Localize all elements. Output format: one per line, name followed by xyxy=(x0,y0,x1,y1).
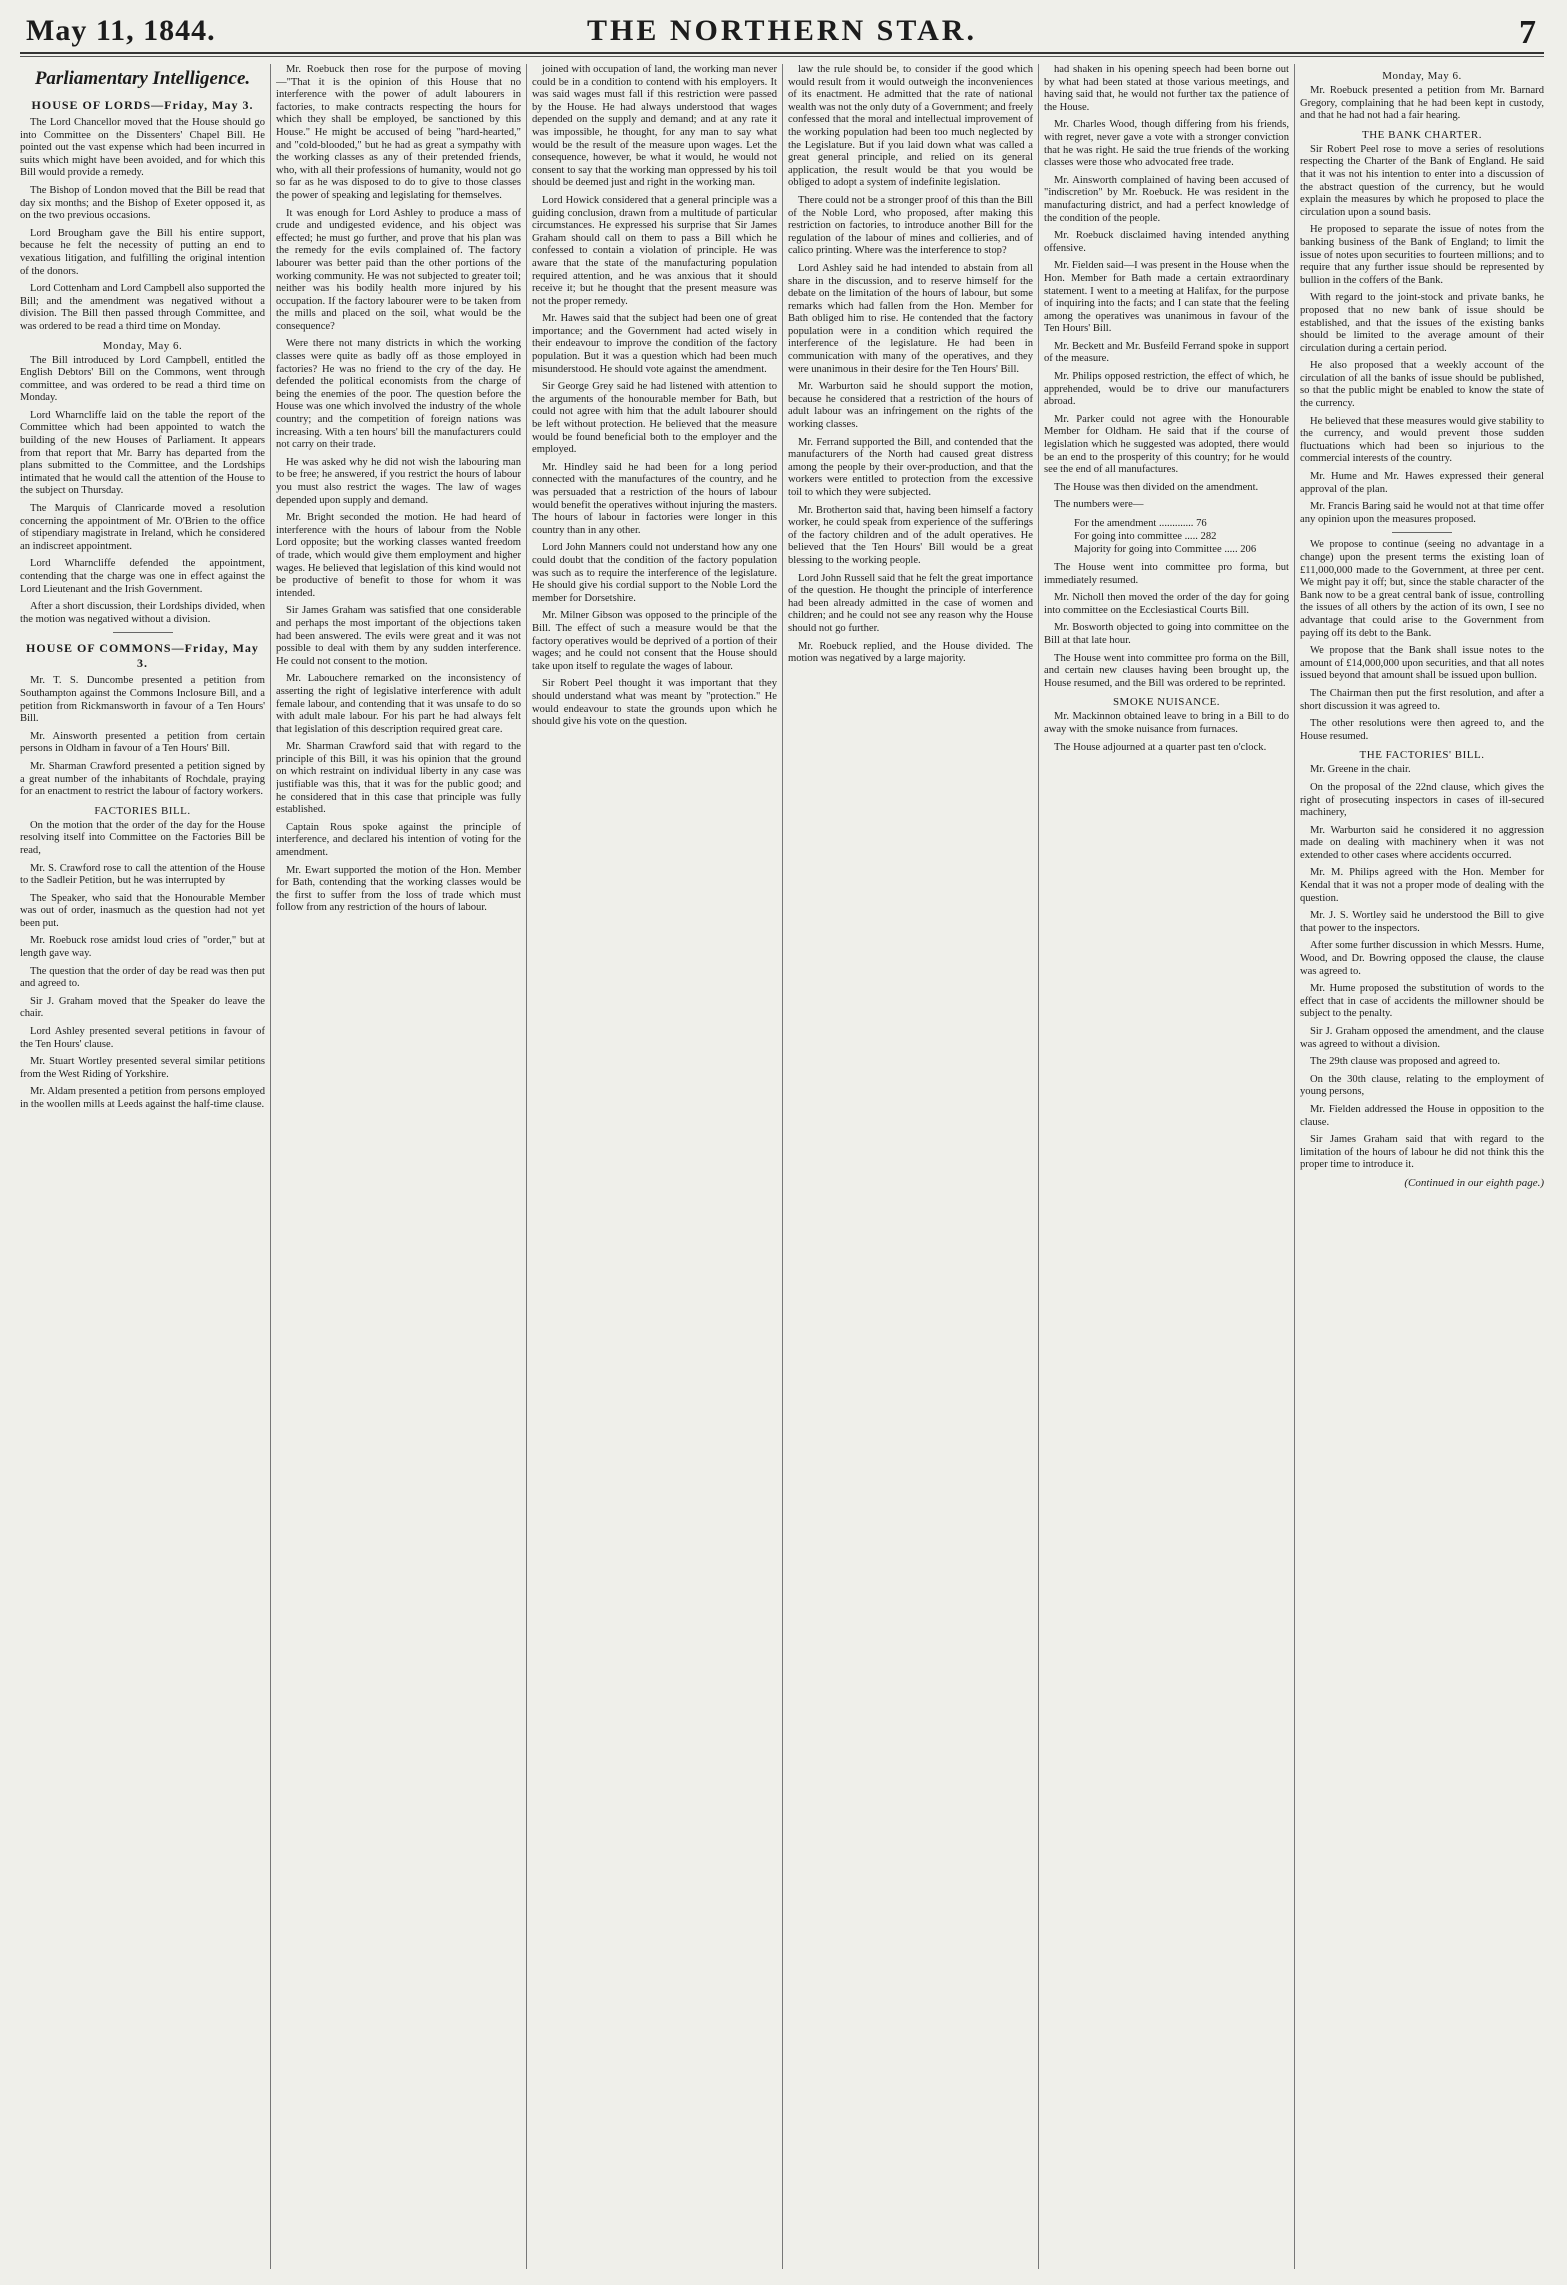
column-4 xyxy=(788,64,1033,2269)
paragraph: Sir Robert Peel thought it was important that they should understand what was meant by "protection." He would endeavour to state the grounds upon which he should give his vote on the question. xyxy=(532,678,777,728)
column-rule xyxy=(1038,64,1039,2269)
paragraph: We propose to continue (seeing no advantage in a change) upon the present terms the existing loan of £11,000,000 made to the Government, at three per cent. We might pay it off; but, since the stable character of the Bank now to be a great central bank of issue, controlling the issues of all others by the action of its own, I see no advantage that could arise to the Government from paying off its debt to the Bank. xyxy=(1300,539,1544,639)
paragraph: Sir J. Graham opposed the amendment, and the clause was agreed to without a division. xyxy=(1300,1026,1544,1050)
paragraph: Sir J. Graham moved that the Speaker do leave the chair. xyxy=(20,995,265,1020)
paragraph: The House was then divided on the amendment. xyxy=(1054,481,1259,493)
paragraph: The question that the order of day be read was then put and agreed to. xyxy=(20,965,265,990)
column-3 xyxy=(532,64,777,2269)
paragraph: Mr. Sharman Crawford said that with regard to the principle of this Bill, it was his opinion that the ground on which restraint on individual liberty in any case was justifiable was this, that it was for the public good; and he considered that in this case that principle was fully established. xyxy=(276,741,521,816)
paragraph: On the 30th clause, relating to the employment of young persons, xyxy=(1300,1073,1544,1098)
date-heading: Monday, May 6. xyxy=(1382,70,1462,82)
paragraph: Mr. Francis Baring said he would not at that time offer any opinion upon the measures proposed. xyxy=(1300,501,1544,525)
paragraph: Mr. Stuart Wortley presented several similar petitions from the West Riding of Yorkshire. xyxy=(20,1056,265,1080)
paragraph: Mr. Ainsworth presented a petition from certain persons in Oldham in favour of a Ten Hours' Bill. xyxy=(20,730,265,755)
paragraph: Mr. Ewart supported the motion of the Hon. Member for Bath, contending that the working classes would be the first to suffer from the loss of trade which must follow from any restriction of the hours of labour. xyxy=(276,864,521,914)
paragraph: The Chairman then put the first resolution, and after a short discussion it was agreed to. xyxy=(1300,687,1544,712)
paragraph: Mr. M. Philips agreed with the Hon. Member for Kendal that it was not a proper mode of dealing with the question. xyxy=(1300,867,1544,904)
paragraph: He believed that these measures would give stability to the currency, and would prevent those sudden fluctuations which had been so injurious to the commercial interests of the country. xyxy=(1300,415,1544,465)
paragraph: After some further discussion in which Messrs. Hume, Wood, and Dr. Bowring opposed the clause, the clause was agreed to. xyxy=(1300,940,1544,977)
continued-note: (Continued in our eighth page.) xyxy=(1404,1176,1544,1189)
paragraph: Mr. Hawes said that the subject had been one of great importance; and the Government had acted wisely in their endeavour to improve the condition of the factory population. But it was a question which had been much misunderstood. He should vote against the amendment. xyxy=(532,313,777,375)
newspaper-title: THE NORTHERN STAR. xyxy=(587,14,977,47)
divider xyxy=(113,632,173,633)
subsection-heading: THE BANK CHARTER. xyxy=(1362,128,1482,141)
paragraph: Sir Robert Peel rose to move a series of resolutions respecting the Charter of the Bank of England. He said that it was not his intention to enter into a discussion of the abstract question of the currency, but he would explain the measures by which he proposed to place the circulation upon a sound basis. xyxy=(1300,143,1544,218)
paragraph: Mr. Aldam presented a petition from persons employed in the woollen mills at Leeds against the half-time clause. xyxy=(20,1086,265,1110)
paragraph: On the proposal of the 22nd clause, which gives the right of prosecuting inspectors in cases of ill-secured machinery, xyxy=(1300,781,1544,819)
paragraph: Lord John Russell said that he felt the great importance of the question. He thought the principle of interference had been already admitted in the case of women and children; and he could not see any reason why the House should not go further. xyxy=(788,572,1033,634)
paragraph: Mr. Ferrand supported the Bill, and contended that the manufacturers of the North had caused great distress among the people by their over-production, and that the workers were entitled to protection from the excessive toil to which they were subjected. xyxy=(788,436,1033,498)
paragraph: On the motion that the order of the day for the House resolving itself into Committee on the Factories Bill be read, xyxy=(20,819,265,856)
paragraph: Mr. Fielden said—I was present in the House when the Hon. Member for Bath made a certain extraordinary statement. I went to a meeting at Halifax, for the purpose of inquiring into the facts; and I can state that the feeling among the operatives was unanimous in favour of the Ten Hours' Bill. xyxy=(1044,260,1289,335)
paragraph: Mr. J. S. Wortley said he understood the Bill to give that power to the inspectors. xyxy=(1300,910,1544,934)
paragraph: Mr. Philips opposed restriction, the effect of which, he apprehended, would be to drive our manufacturers abroad. xyxy=(1044,371,1289,408)
paragraph: Mr. Fielden addressed the House in opposition to the clause. xyxy=(1300,1103,1544,1128)
paragraph: Mr. Ainsworth complained of having been accused of "indiscretion" by Mr. Roebuck. He was resident in the manufacturing district, and had a perfect knowledge of the condition of the people. xyxy=(1044,174,1289,224)
article-columns xyxy=(20,64,1544,2269)
paragraph: The House went into committee pro forma, but immediately resumed. xyxy=(1044,562,1289,586)
vote-for: For the amendment ............. 76 xyxy=(1074,518,1207,529)
column-rule xyxy=(526,64,527,2269)
subsection-heading: THE FACTORIES' BILL. xyxy=(1359,749,1485,762)
paragraph: joined with occupation of land, the working man never could be in a condition to contend with his employers. It was said wages must fall if this restriction were passed by the House. He had always understood that wages depended on the supply and demand; and at any rate it was impossible, he thought, for any man to say what would be the result of the measure upon wages. Let the consequence, however, be what it would, he would not consent to say that the working man oppressed by his toil should be deemed just and right in the working man. xyxy=(532,64,777,189)
paragraph: Mr. Warburton said he considered it no aggression made on dealing with machinery when it was not extended to other cases where accidents occurred. xyxy=(1300,824,1544,861)
divider xyxy=(1392,532,1452,533)
paragraph: had shaken in his opening speech had been borne out by what had been stated at those various meetings, and having said that, he would not further tax the patience of the House. xyxy=(1044,64,1289,113)
paragraph: Lord Ashley presented several petitions in favour of the Ten Hours' clause. xyxy=(20,1026,265,1050)
paragraph: Sir George Grey said he had listened with attention to the arguments of the honourable member for Bath, but could not agree with him that the adult labourer should be left without protection. He believed that the measure would be found beneficial both to the employer and the employed. xyxy=(532,381,777,456)
paragraph: Lord Brougham gave the Bill his entire support, because he felt the necessity of putting an end to vexatious litigation, and fulfilling the original intention of the donors. xyxy=(20,227,265,277)
paragraph: The Marquis of Clanricarde moved a resolution concerning the appointment of Mr. O'Brien to the office of stipendiary magistrate in Ireland, which he considered an indiscreet appointment. xyxy=(20,503,265,552)
paragraph: Lord John Manners could not understand how any one could doubt that the condition of the factory population was such as to require the interference of the legislature. He should give his cordial support to the Noble Lord the member for Dorsetshire. xyxy=(532,542,777,604)
paragraph: Mr. Parker could not agree with the Honourable Member for Oldham. He said that if the course of legislation which he suggested was adopted, there would be an end to the prosperity of this country; for he would see the end of all manufactures. xyxy=(1044,413,1289,476)
column-rule xyxy=(782,64,783,2269)
paragraph: Mr. Charles Wood, though differing from his friends, with regret, never gave a vote with a stronger conviction that he was right. He said the true friends of the working classes were those who advocated free trade. xyxy=(1044,119,1289,169)
paragraph: Lord Howick considered that a general principle was a guiding conclusion, drawn from a multitude of particular circumstances. He expressed his surprise that Sir James Graham should call on them to pass a Bill which he confessed to contain a violation of principle. He was aware that the state of the manufacturing population required attention, and he was anxious that it should receive it; but he thought that the present measure was not the proper remedy. xyxy=(532,194,777,307)
paragraph: Mr. Bosworth objected to going into committee on the Bill at that late hour. xyxy=(1044,622,1289,646)
masthead xyxy=(20,8,1544,58)
vote-against: For going into committee ..... 282 xyxy=(1074,531,1217,542)
paragraph: He proposed to separate the issue of notes from the banking business of the Bank of England; to limit the issue of notes upon securities to fourteen millions; and to require that any further issue should be represented by bullion in the coffers of the Bank. xyxy=(1300,224,1544,286)
paragraph: With regard to the joint-stock and private banks, he proposed that no new bank of issue should be established, and that the issues of the existing banks should be limited to the average amount of their circulation during a certain period. xyxy=(1300,292,1544,354)
header-rule-thin xyxy=(20,56,1544,57)
vote-majority: Majority for going into Committee ..... 206 xyxy=(1074,544,1257,555)
paragraph: Mr. Hindley said he had been for a long period connected with the manufactures of the country, and he was persuaded that a restriction of the hours of labour would benefit the operatives without injuring the masters. The hours of labour in factories were longer in this country than in any other. xyxy=(532,461,777,536)
paragraph: Lord Wharncliffe defended the appointment, contending that the charge was one in effect against the Lord Lieutenant and the Irish Government. xyxy=(20,558,265,595)
paragraph: Lord Ashley said he had intended to abstain from all share in the discussion, and to reserve himself for the debate on the limitation of the hours of labour, but some remarks which had fallen from the Hon. Member for Bath obliged him to rise. He contended that the factory population were in a condition which required the interference of the legislature. He had been in communication with many of the operatives, and they were unanimous in their desire for the Ten Hours' Bill. xyxy=(788,262,1033,375)
subsection-heading: SMOKE NUISANCE. xyxy=(1112,696,1221,709)
paragraph: The House went into committee pro forma on the Bill, and certain new clauses having been brought up, the House resumed, and the Bill was ordered to be reprinted. xyxy=(1044,652,1289,689)
paragraph: Mr. Warburton said he should support the motion, because he considered that a restriction of the hours of adult labour was an infringement on the rights of the working classes. xyxy=(788,381,1033,431)
paragraph: The Bishop of London moved that the Bill be read that day six months; and the Bishop of Exeter opposed it, as on the two previous occasions. xyxy=(20,184,265,222)
paragraph: We propose that the Bank shall issue notes to the amount of £14,000,000 upon securities, and that all notes issued beyond that amount shall be issued upon bullion. xyxy=(1300,645,1544,682)
column-5 xyxy=(1044,64,1289,2269)
paragraph: Mr. Roebuck disclaimed having intended anything offensive. xyxy=(1044,230,1289,254)
column-6 xyxy=(1300,64,1544,2269)
issue-date: May 11, 1844. xyxy=(26,14,216,47)
paragraph: After a short discussion, their Lordships divided, when the motion was negatived without a division. xyxy=(20,601,265,625)
paragraph: He was asked why he did not wish the labouring man to be free; he answered, if you restrict the hours of labour you must also restrict the wages. The law of wages depended upon supply and demand. xyxy=(276,456,521,506)
paragraph: The Bill introduced by Lord Campbell, entitled the English Debtors' Bill on the Commons, went through committee, and was ordered to be read a third time on Monday. xyxy=(20,354,265,404)
paragraph: Mr. Roebuck presented a petition from Mr. Barnard Gregory, complaining that he had been kept in custody, and that he had not had a fair hearing. xyxy=(1300,85,1544,122)
section-title: Parliamentary Intelligence. xyxy=(34,68,251,89)
paragraph: Mr. Brotherton said that, having been himself a factory worker, he could speak from experience of the sufferings of the factory children and of the adult operatives. He believed that the Ten Hours' Bill would be a great blessing to the working people. xyxy=(788,504,1033,566)
paragraph: Mr. S. Crawford rose to call the attention of the House to the Sadleir Petition, but he was interrupted by xyxy=(20,862,265,887)
paragraph: Mr. Hume proposed the substitution of words to the effect that in case of accidents the millowner should be subject to the penalty. xyxy=(1300,983,1544,1020)
paragraph: There could not be a stronger proof of this than the Bill of the Noble Lord, who proposed, after making this restriction on factories, to introduce another Bill for the regulation of the labour of mines and collieries, and of calico printing. Where was the interference to stop? xyxy=(788,194,1033,257)
section-heading: HOUSE OF LORDS—Friday, May 3. xyxy=(31,98,254,112)
header-rule xyxy=(20,52,1544,54)
paragraph: The House adjourned at a quarter past ten o'clock. xyxy=(1054,741,1267,753)
column-rule xyxy=(270,64,271,2269)
column-1 xyxy=(20,64,265,2269)
division-list xyxy=(1074,517,1289,556)
subsection-heading: FACTORIES BILL. xyxy=(94,804,191,817)
paragraph: He also proposed that a weekly account of the circulation of all the banks of issue should be published, so that the public might be enabled to know the state of the currency. xyxy=(1300,360,1544,410)
paragraph: The 29th clause was proposed and agreed to. xyxy=(1310,1056,1501,1068)
paragraph: Mr. Roebuck replied, and the House divided. The motion was negatived by a large majority. xyxy=(788,640,1033,665)
page-number: 7 xyxy=(1519,14,1536,51)
paragraph: Mr. Mackinnon obtained leave to bring in a Bill to do away with the smoke nuisance from furnaces. xyxy=(1044,711,1289,735)
paragraph: The Lord Chancellor moved that the House should go into Committee on the Dissenters' Chapel Bill. He pointed out the vast expense which had been incurred in suits which might have been avoided, and for which this Bill would provide a remedy. xyxy=(20,117,265,179)
paragraph: law the rule should be, to consider if the good which would result from it would outweigh the inconveniences of its enactment. He admitted that the rate of national wealth was not the only duty of a Government; and freely confessed that the moral and intellectual improvement of the working population had been too much neglected by the Legislature. But if you laid down what was called a great general principle, and relied on its general application, the result would be that you would be obliged to adopt a system of indefinite legislation. xyxy=(788,64,1033,189)
paragraph: Lord Cottenham and Lord Campbell also supported the Bill; and the amendment was negatived without a division. The Bill then passed through Committee, and was ordered to be read a third time on Monday. xyxy=(20,283,265,332)
paragraph: Mr. Nicholl then moved the order of the day for going into committee on the Ecclesiastical Courts Bill. xyxy=(1044,592,1289,616)
paragraph: Were there not many districts in which the working classes were quite as badly off as those employed in factories? He was no friend to the cry of the day. He defended the political economists from the charge of being the enemies of the poor. The question before the House was one which involved the industry of the whole country; and the competition of foreign nations was increasing. With a ten hours' bill the manufacturers could not carry on their trade. xyxy=(276,338,521,451)
paragraph: Sir James Graham said that with regard to the limitation of the hours of labour he did not think this the proper time to introduce it. xyxy=(1300,1134,1544,1171)
paragraph: Mr. T. S. Duncombe presented a petition from Southampton against the Commons Inclosure Bill, and a petition from Rickmansworth in favour of a Ten Hours' Bill. xyxy=(20,675,265,725)
paragraph: Sir James Graham was satisfied that one considerable and perhaps the most important of the objections taken had been answered. The evils were great and it was not possible to deal with them by any sudden interference. He could not consent to the motion. xyxy=(276,605,521,667)
paragraph: Mr. Milner Gibson was opposed to the principle of the Bill. The effect of such a measure would be that the factory operatives would be deprived of a portion of their wages; and he could not consent that the House should take upon itself to regulate the wages of labour. xyxy=(532,610,777,672)
paragraph: Mr. Beckett and Mr. Busfeild Ferrand spoke in support of the measure. xyxy=(1044,340,1289,365)
paragraph: The numbers were— xyxy=(1054,499,1144,511)
paragraph: Mr. Hume and Mr. Hawes expressed their general approval of the plan. xyxy=(1300,471,1544,495)
paragraph: Lord Wharncliffe laid on the table the report of the Committee which had been appointed to watch the building of the new Houses of Parliament. It appears from that report that Mr. Barry has departed from the plans submitted to the Committee, and the Lordships intimated that he would call the attention of the House to the subject on Thursday. xyxy=(20,409,265,497)
paragraph: The Speaker, who said that the Honourable Member was out of order, inasmuch as the question had not yet been put. xyxy=(20,892,265,929)
paragraph: Mr. Greene in the chair. xyxy=(1310,764,1411,776)
paragraph: Mr. Bright seconded the motion. He had heard of interference with the hours of labour from the Noble Lord opposite; but the working classes wanted freedom of trade, which would give them employment and higher wages. He believed that legislation of this kind would not be productive of benefit to those for whom it was intended. xyxy=(276,512,521,599)
column-rule xyxy=(1294,64,1295,2269)
paragraph: It was enough for Lord Ashley to produce a mass of crude and undigested evidence, and his object was effected; he must go further, and prove that his plan was the remedy for the evils complained of. The factory labourer was better paid than the other portions of the working community. He was not subjected to greater toil; neither was his bodily health more injured by his occupation. If the factory labourer were to be taken from the mills and placed on the soil, what would be the consequence? xyxy=(276,207,521,332)
paragraph: The other resolutions were then agreed to, and the House resumed. xyxy=(1300,718,1544,742)
paragraph: Mr. Roebuck rose amidst loud cries of "order," but at length gave way. xyxy=(20,935,265,960)
paragraph: Mr. Sharman Crawford presented a petition signed by a great number of the inhabitants of Rochdale, praying for an enactment to restrict the labour of factory workers. xyxy=(20,760,265,798)
date-heading: Monday, May 6. xyxy=(102,339,183,352)
column-2 xyxy=(276,64,521,2269)
paragraph: Mr. Labouchere remarked on the inconsistency of asserting the right of legislative interference with adult female labour, and contending that it was unsafe to do so with adult male labour. For his part he had always felt that legislation of this description required great care. xyxy=(276,673,521,735)
paragraph: Mr. Roebuck then rose for the purpose of moving—"That it is the opinion of this House that no interference with the power of adult labourers in factories, to make contracts respecting the hours for which they shall be employed, be sanctioned by this House." He might be accused of being "hard-hearted," and "cold-blooded," but he had as great a sympathy with the working classes as any of their pretended friends, who, with all their professions of humanity, would not go so far as he was disposed to do to give to those classes the power of speaking and legislating for themselves. xyxy=(276,64,521,201)
paragraph: Captain Rous spoke against the principle of interference, and declared his intention of voting for the amendment. xyxy=(276,821,521,859)
section-heading: HOUSE OF COMMONS—Friday, May 3. xyxy=(26,641,259,671)
